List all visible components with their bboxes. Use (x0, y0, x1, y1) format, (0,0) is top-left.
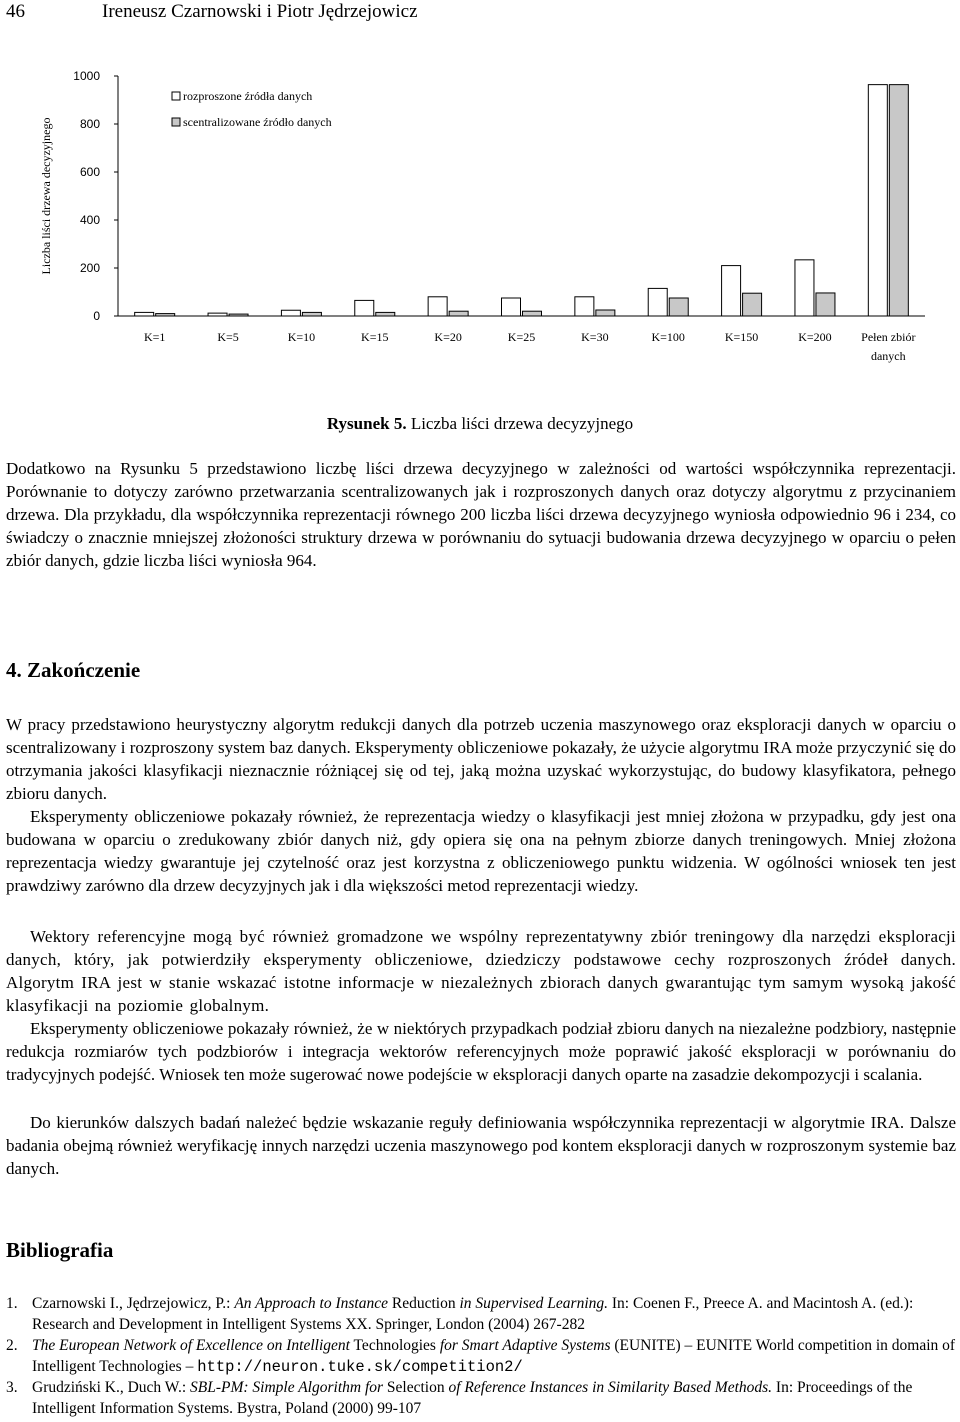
bar (156, 314, 175, 316)
bar (596, 310, 615, 316)
y-tick-label: 800 (79, 117, 100, 131)
reference-item: 3. Grudziński K., Duch W.: SBL-PM: Simple Algorithm for Selection of Reference Instances in Similarity Based Methods. In: Proceedings of the Intelligent Information Systems. Bystra, Poland (2000) 99-107 (6, 1379, 913, 1417)
legend-swatch (172, 118, 180, 126)
bar (889, 85, 908, 316)
y-tick-label: 200 (79, 261, 100, 275)
x-tick-label: K=10 (287, 330, 316, 344)
y-tick-label: 1000 (73, 69, 100, 83)
legend-swatch (172, 92, 180, 100)
bar (722, 266, 741, 316)
conclusion-paragraph-1: W pracy przedstawiono heurystyczny algorytm redukcji danych dla potrzeb uczenia maszynowego oraz eksploracji danych w oparciu o scentralizowany i rozproszony system baz danych. Eksperymenty obliczeniowe pokazały, że użycie algorytmu IRA może przyczynić się do otrzymania jakości klasyfikacji nieznacznie różniącej się od tej, jaką można uzyskać wykorzystując, do budowy klasyfikatora, pełnego zbioru danych. (6, 715, 956, 803)
x-tick-label: danych (870, 349, 906, 363)
bar (135, 312, 154, 316)
bar (355, 300, 374, 316)
x-tick-label: K=20 (434, 330, 462, 344)
x-tick-label: K=100 (651, 330, 685, 344)
conclusion-paragraph-4: Eksperymenty obliczeniowe pokazały również, że w niektórych przypadkach podział zbioru danych na niezależne podzbiory, następnie redukcja rozmiarów tych podzbiorów i integracja wektorów referencyjnych może poprawić jakość eksploracji w porównaniu do tradycyjnych podejść. Wniosek ten może sugerować nowe podejście w eksploracji danych oparte na zasadzie dekompozycji i scalania. (6, 1019, 956, 1084)
x-tick-label: K=150 (724, 330, 759, 344)
bar (795, 260, 814, 316)
y-tick-label: 600 (79, 165, 100, 179)
bar (669, 298, 688, 316)
conclusion-paragraph-2: Eksperymenty obliczeniowe pokazały również, że reprezentacja wiedzy o klasyfikacji jest mniej złożona w przypadku, gdy jest ona budowana w oparciu o zredukowany zbiór danych niż, gdy opiera się ona na pełnym zbiorze danych treningowych. Mniej złożona reprezentacja wiedzy gwarantuje jej czytelność oraz jest korzystna z obliczeniowego punktu widzenia. W ogólności wniosek ten jest prawdziwy zarówno dla drzew decyzyjnych jak i dla większości metod reprezentacji wiedzy. (6, 807, 956, 895)
y-tick-label: 0 (93, 309, 100, 323)
x-tick-label: K=200 (798, 330, 832, 344)
legend-label: rozproszone źródła danych (183, 89, 313, 103)
bar (502, 298, 521, 316)
y-axis-title: Liczba liści drzewa decyzyjnego (39, 117, 53, 275)
y-tick-label: 400 (79, 213, 100, 227)
bar (281, 310, 300, 316)
legend-label: scentralizowane źródło danych (183, 115, 332, 129)
paragraph-figure-discussion: Dodatkowo na Rysunku 5 przedstawiono liczbę liści drzewa decyzyjnego w zależności od wartości współczynnika reprezentacji. Porównanie to dotyczy zarówno przetwarzania scentralizowanych jak i rozproszonych danych oraz dotyczy algorytmu z przycinaniem drzewa. Dla przykładu, dla współczynnika reprezentacji równego 200 liczba liści drzewa decyzyjnego wyniosła odpowiednio 96 i 234, co świadczy o znacznie mniejszej złożoności struktury drzewa w porównaniu do sytuacji budowania drzewa decyzyjnego w oparciu o pełen zbiór danych, gdzie liczba liści wyniosła 964. (6, 459, 956, 570)
bar (868, 85, 887, 316)
bar (376, 312, 395, 316)
conclusion-paragraph-3: Wektory referencyjne mogą być również gromadzone we wspólny reprezentatywny zbiór treningowy dla narzędzi eksploracji danych, który, jak potwierdziły eksperymenty obliczeniowe, dziedziczy podstawowe cechy rozproszonych źródeł danych. Algorytm IRA jest w stanie wskazać istotne informacje w niezależnych zbiorach danych gwarantując tym samym wysoką jakość klasyfikacji na poziomie globalnym. (6, 927, 956, 1015)
bar (743, 293, 762, 316)
reference-item: 2. The European Network of Excellence on Intelligent Technologies for Smart Adaptive Systems (EUNITE) – EUNITE World competition in domain of Intelligent Technologies – http://neuron.tuke.sk/competition2/ (6, 1337, 956, 1376)
bibliography-heading: Bibliografia (6, 1238, 114, 1262)
reference-url[interactable]: http://neuron.tuke.sk/competition2/ (197, 1357, 523, 1376)
x-tick-label: K=15 (361, 330, 389, 344)
page-header (6, 0, 956, 26)
bar (449, 311, 468, 316)
figure-caption (0, 413, 960, 435)
bibliography-list (6, 1294, 956, 1420)
chart-legend (172, 89, 332, 129)
section-heading-conclusion: 4. Zakończenie (6, 658, 141, 682)
bar (648, 288, 667, 316)
x-tick-label: K=1 (143, 330, 166, 344)
figure-caption-text: Liczba liści drzewa decyzyjnego (406, 414, 634, 433)
page-number: 46 (6, 1, 25, 22)
reference-item: 1. Czarnowski I., Jędrzejowicz, P.: An Approach to Instance Reduction in Supervised Learning. In: Coenen F., Preece A. and Macintosh A. (ed.): Research and Development in Intelligent Systems XX. Springer, London (2004) 267-282 (6, 1295, 914, 1333)
bar (428, 297, 447, 316)
figure-caption-label: Rysunek 5. (326, 414, 407, 433)
x-tick-label: K=25 (507, 330, 536, 344)
bar (523, 311, 542, 316)
bar (816, 293, 835, 316)
x-tick-label: Pełen zbiór (861, 330, 916, 344)
bar (302, 312, 321, 316)
chart-axes (39, 69, 925, 363)
x-tick-label: K=30 (581, 330, 609, 344)
running-head-authors: Ireneusz Czarnowski i Piotr Jędrzejowicz (102, 1, 418, 22)
bar (575, 297, 594, 316)
bar (208, 313, 227, 316)
conclusion-paragraph-5: Do kierunków dalszych badań należeć będzie wskazanie reguły definiowania współczynnika reprezentacji w algorytmie IRA. Dalsze badania obejmą również weryfikację innych narzędzi uczenia maszynowego pod kontem eksploracji danych w rozproszonym systemie baz danych. (6, 1113, 956, 1178)
x-tick-label: K=5 (217, 330, 239, 344)
bar-chart (0, 58, 960, 378)
bar (229, 314, 248, 316)
